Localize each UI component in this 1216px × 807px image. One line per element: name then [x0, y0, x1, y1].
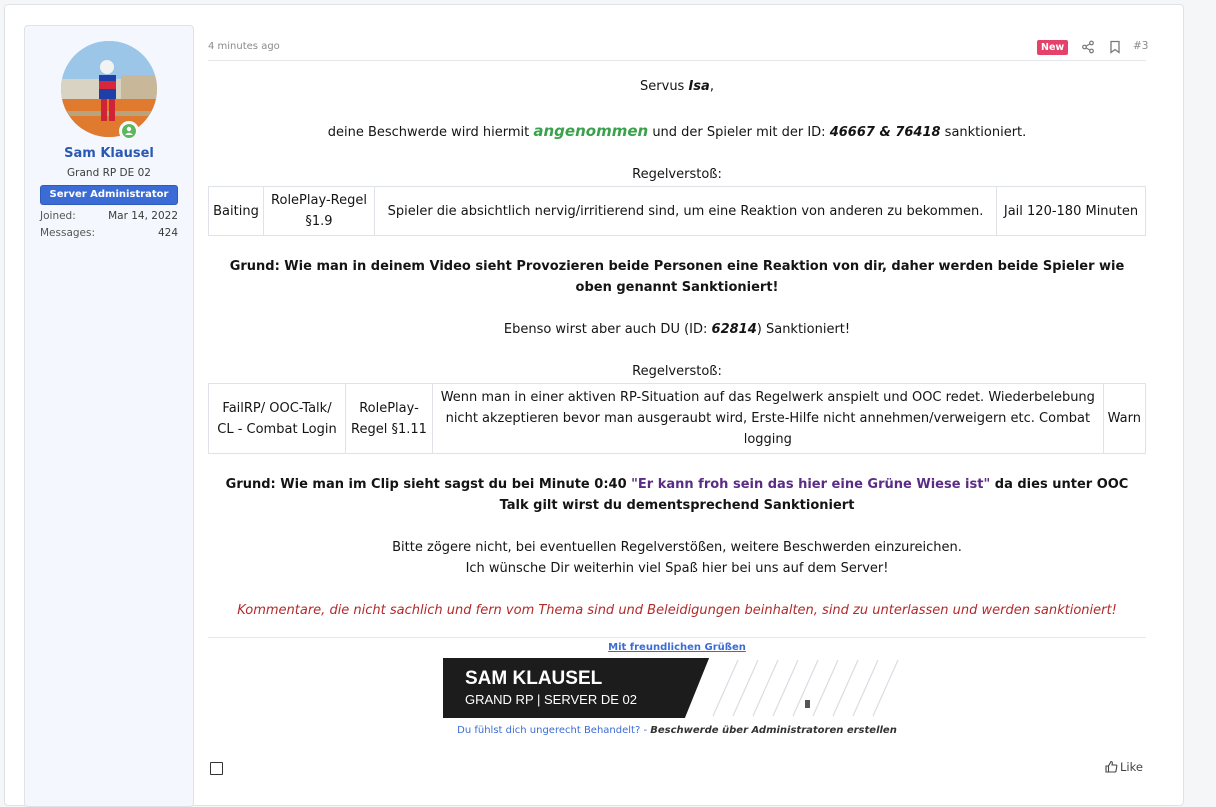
reason-2-quote: "Er kann froh sein das hier eine Grüne Wiese ist"	[631, 477, 991, 492]
table-cell: Wenn man in einer aktiven RP-Situation auf das Regelwerk anspielt und OOC redet. Wiederbelebung nicht akzeptieren bevor man ausgeraubt wird, Erste-Hilfe nicht annehmen/verweigern etc. Combat logging	[433, 384, 1104, 454]
closing-1: Bitte zögere nicht, bei eventuellen Regelverstößen, weitere Beschwerden einzureichen.	[392, 540, 962, 555]
user-card	[24, 25, 194, 807]
share-icon[interactable]	[1081, 39, 1095, 58]
closing-2: Ich wünsche Dir weiterhin viel Spaß hier bei uns auf dem Server!	[465, 561, 889, 576]
verdict-ids: 46667 & 76418	[829, 125, 941, 140]
select-post-checkbox[interactable]	[210, 762, 223, 775]
user-sanction-c: ) Sanktioniert!	[756, 322, 851, 337]
reason-2-a: Grund: Wie man im Clip sieht sagst du bei Minute 0:40	[225, 477, 632, 492]
user-sanction-line	[208, 319, 1146, 340]
rule-heading-1: Regelverstoß:	[632, 167, 722, 182]
signature-heading[interactable]: Mit freundlichen Grüßen	[608, 642, 746, 653]
table-cell: FailRP/ OOC-Talk/ CL - Combat Login	[209, 384, 346, 454]
joined-value: Mar 14, 2022	[108, 210, 178, 222]
verdict-c: und der Spieler mit der ID:	[648, 125, 830, 140]
signature-divider	[208, 637, 1146, 638]
post-number[interactable]: #3	[1133, 40, 1149, 52]
verdict-a: deine Beschwerde wird hiermit	[327, 125, 534, 140]
user-sanction-id: 62814	[711, 322, 757, 337]
online-indicator-icon	[119, 121, 139, 141]
user-banner: Server Administrator	[40, 185, 178, 205]
rule-table-1	[208, 186, 1146, 236]
joined-label: Joined:	[40, 210, 76, 222]
messages-stat	[40, 227, 178, 239]
table-row	[209, 384, 1146, 454]
table-cell: Jail 120-180 Minuten	[997, 187, 1146, 236]
greeting-post: ,	[709, 79, 714, 94]
reason-1: Grund: Wie man in deinem Video sieht Provozieren beide Personen eine Reaktion von dir, daher werden beide Spieler wie oben genannt Sanktioniert!	[229, 259, 1125, 295]
rule-table-2	[208, 383, 1146, 454]
greeting	[208, 76, 1146, 97]
avatar[interactable]	[61, 41, 157, 137]
user-title: Grand RP DE 02	[67, 167, 151, 179]
post-time[interactable]: 4 minutes ago	[208, 41, 280, 52]
verdict-accepted: angenommen	[533, 122, 649, 140]
signature-name: SAM KLAUSEL	[465, 668, 603, 689]
user-sanction-a: Ebenso wirst aber auch DU (ID:	[503, 322, 712, 337]
signature-subtitle: GRAND RP | SERVER DE 02	[465, 692, 637, 707]
like-label: Like	[1120, 760, 1143, 774]
rule-heading-2: Regelverstoß:	[632, 364, 722, 379]
joined-stat	[40, 210, 178, 222]
reason-2	[218, 474, 1136, 516]
table-cell: Baiting	[209, 187, 264, 236]
table-cell: RolePlay-Regel §1.9	[264, 187, 375, 236]
table-cell: RolePlay-Regel §1.11	[346, 384, 433, 454]
verdict-line	[208, 121, 1146, 143]
new-badge: New	[1037, 40, 1068, 55]
complaint-link[interactable]: Beschwerde über Administratoren erstellen	[650, 725, 897, 736]
greeting-pre: Servus	[640, 79, 689, 94]
verdict-e: sanktioniert.	[940, 125, 1027, 140]
signature-footer-question: Du fühlst dich ungerecht Behandelt? -	[457, 725, 651, 736]
messages-label: Messages:	[40, 227, 96, 239]
post-main	[208, 5, 1148, 805]
messages-value[interactable]: 424	[157, 227, 178, 239]
signature-banner	[443, 658, 913, 718]
warning-text: Kommentare, die nicht sachlich und fern vom Thema sind und Beleidigungen beinhalten, sind zu unterlassen und werden sanktioniert!	[237, 603, 1117, 618]
username[interactable]: Sam Klausel	[64, 146, 154, 161]
like-button[interactable]	[1105, 760, 1143, 774]
greeting-name: Isa	[688, 79, 710, 94]
table-cell: Spieler die absichtlich nervig/irritierend sind, um eine Reaktion von anderen zu bekommen.	[375, 187, 997, 236]
header-divider	[208, 60, 1146, 61]
table-cell: Warn	[1103, 384, 1145, 454]
signature-footer	[208, 725, 1146, 736]
table-row	[209, 187, 1146, 236]
reason-2-c: da dies unter OOC Talk gilt wirst du dementsprechend Sanktioniert	[499, 477, 1129, 513]
post-container	[4, 4, 1184, 806]
bookmark-icon[interactable]	[1109, 39, 1121, 58]
like-icon	[1105, 760, 1118, 773]
